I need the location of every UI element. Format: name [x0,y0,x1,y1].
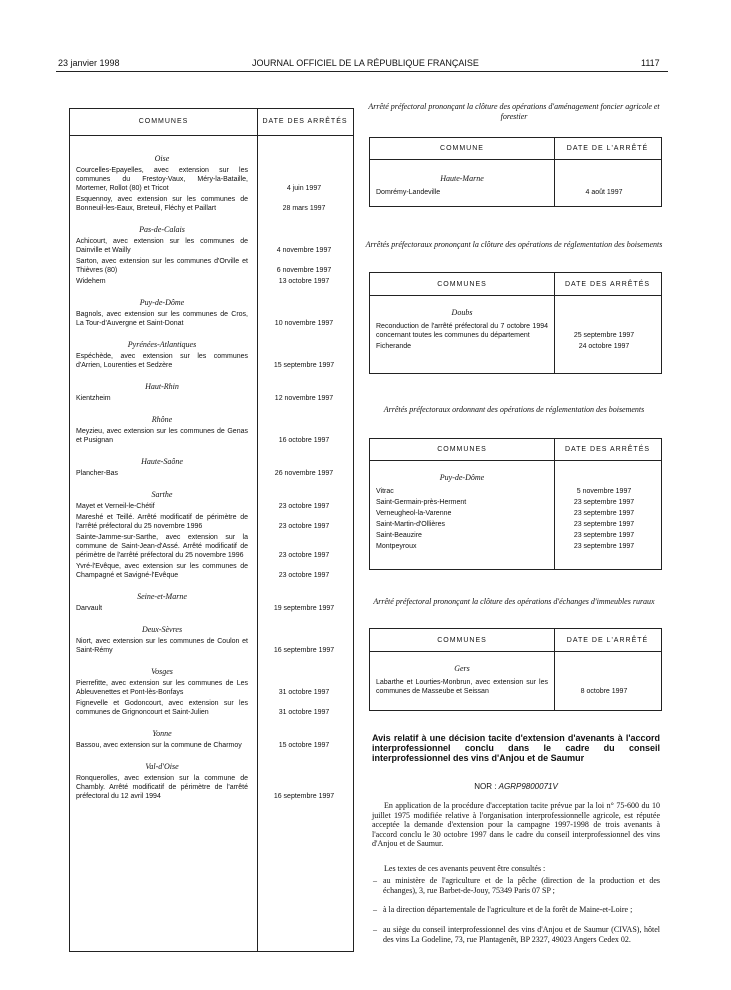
block2-body [376,308,660,353]
column-header-dates: DATE DES ARRÊTÉS [262,118,348,125]
commune-name: Widehem [76,278,106,285]
avis-title: Avis relatif à une décision tacite d'extension d'avenants à l'accord interprofessionnel conclu dans le cadre du conseil interprofessionnel des vins d'Anjou et de Saumur [372,733,660,763]
arrete-date: 31 octobre 1997 [278,689,330,696]
region-heading: Val-d'Oise [145,762,179,771]
commune-name: Bassou, avec extension sur la commune de Charmoy [76,742,242,749]
table-row [76,533,354,560]
commune-name: Espéchède, avec extension sur les communes d'Arrien, Lourenties et Sedzère [76,353,248,369]
arrete-date: 12 novembre 1997 [274,395,334,402]
arrete-date: 19 septembre 1997 [273,605,335,612]
table-row [76,637,354,655]
commune-name: Sarton, avec extension sur les communes d'Orville et Thièvres (80) [76,258,248,274]
arrete-date: 31 octobre 1997 [278,709,330,716]
block3-col1: COMMUNES [437,446,487,453]
region-group [76,490,354,580]
arrete-date: 26 novembre 1997 [274,470,334,477]
block1-caption: Arrêté préfectoral prononçant la clôture des opérations d'aménagement foncier agricole et forestier [368,102,660,121]
table-row [76,195,354,213]
block2-col1: COMMUNES [437,281,487,288]
table-row [76,166,354,193]
commune-name: Meyzieu, avec extension sur les communes de Genas et Pusignan [76,428,248,444]
region-heading: Haute-Saône [141,457,183,466]
commune-name: Esquennoy, avec extension sur les communes de Bonneuil-les-Eaux, Breteuil, Fléchy et Paillart [76,196,248,212]
table-row [76,741,354,750]
avis-list-item-text: à la direction départementale de l'agriculture et de la forêt de Maine-et-Loire ; [383,905,633,914]
table-row [376,342,660,351]
region-heading: Sarthe [151,490,173,499]
block3-col2: DATE DES ARRÊTÉS [564,446,651,453]
commune-name: Sainte-Jamme-sur-Sarthe, avec extension sur la commune de Saint-Jean-d'Assé. Arrêté modificatif de périmètre de l'arrêté préfectoral du 25 novembre 1996 [76,534,248,559]
commune-name: Saint-Germain-près-Herment [376,499,467,506]
arrete-date: 25 septembre 1997 [573,332,635,339]
table-row [76,257,354,275]
block3-caption: Arrêtés préfectoraux ordonnant des opérations de réglementation des boisements [383,405,645,414]
region-heading: Gers [454,664,470,673]
block1-col1: COMMUNE [440,145,484,152]
header-divider [370,651,661,652]
table-row [376,542,660,551]
table-row [76,502,354,511]
region-heading: Puy-de-Dôme [139,298,185,307]
commune-name: Saint-Beauzire [376,532,422,539]
arrete-date: 10 novembre 1997 [274,320,334,327]
arrete-date: 23 septembre 1997 [573,499,635,506]
arrete-date: 23 septembre 1997 [573,510,635,517]
avis-list-item: – à la direction départementale de l'agriculture et de la forêt de Maine-et-Loire ; [373,905,633,914]
arrete-date: 4 novembre 1997 [276,247,332,254]
avis-list-item-text: au siège du conseil interprofessionnel des vins d'Anjou et de Saumur (CIVAS), hôtel des vins La Godeline, 73, rue Plantagenêt, BP 2327, 49023 Angers Cedex 02. [383,925,660,944]
table-row [76,604,354,613]
avis-list-item: – au ministère de l'agriculture et de la pêche (direction de la production et des échanges), 3, rue Barbet-de-Jouy, 75349 Paris 07 SP ; [373,876,660,895]
table-row [76,310,354,328]
commune-name: Achicourt, avec extension sur les communes de Dainville et Wailly [76,238,248,254]
arrete-date: 24 octobre 1997 [578,343,630,350]
region-heading: Vosges [151,667,173,676]
arrete-date: 16 septembre 1997 [273,793,335,800]
arrete-date: 23 septembre 1997 [573,543,635,550]
region-group [76,225,354,286]
commune-name: Niort, avec extension sur les communes de Coulon et Saint-Rémy [76,638,248,654]
column-header-communes: COMMUNES [138,118,189,125]
table-row [376,322,660,340]
commune-name: Yvré-l'Evêque, avec extension sur les communes de Champagné et Savigné-l'Evêque [76,563,248,579]
commune-name: Ronquerolles, avec extension sur la commune de Chambly. Arrêté modificatif de périmètre de l'arrêté préfectoral du 12 avril 1994 [76,775,248,800]
arrete-date: 23 octobre 1997 [278,503,330,510]
region-group [76,382,354,403]
avis-paragraph-1: En application de la procédure d'acceptation tacite prévue par la loi n° 75-600 du 10 juillet 1975 modifiée relative à l'organisation interprofessionnelle agricole, est réputée acceptée la demande d'extension pour la campagne 1997-1998 de trois avenants à l'accord conclu le 30 octobre 1997 dans le cadre du conseil interprofessionnel des vins d'Anjou et de Saumur. [372,801,660,849]
region-group [76,592,354,613]
block4-col2: DATE DE L'ARRÊTÉ [566,637,649,644]
commune-name: Kientzheim [76,395,111,402]
table-row [76,562,354,580]
table-row [376,188,660,197]
region-heading: Rhône [151,415,173,424]
arrete-date: 15 septembre 1997 [273,362,335,369]
block2-col2: DATE DES ARRÊTÉS [564,281,651,288]
table-row [376,487,660,496]
region-heading: Pas-de-Calais [139,225,185,234]
arrete-date: 5 novembre 1997 [576,488,632,495]
block3-table [369,438,662,570]
table-row [76,699,354,717]
nor-code: AGRP9800071V [498,782,558,791]
arrete-date: 8 octobre 1997 [580,688,628,695]
commune-name: Saint-Martin-d'Ollières [376,521,446,528]
commune-name: Domrémy-Landeville [376,189,441,196]
region-heading: Oise [154,154,170,163]
region-group [76,154,354,213]
table-row [76,237,354,255]
region-group [76,762,354,801]
table-row [376,509,660,518]
avis-list-item-text: au ministère de l'agriculture et de la pêche (direction de la production et des échanges), 3, rue Barbet-de-Jouy, 75349 Paris 07 SP ; [383,876,660,895]
arrete-date: 28 mars 1997 [282,205,326,212]
header-divider [370,460,661,461]
header-divider [370,295,661,296]
communes-table-body [76,154,354,813]
header-divider [370,159,661,160]
table-row [76,513,354,531]
region-heading: Deux-Sèvres [141,625,183,634]
table-row [76,352,354,370]
block4-table [369,628,662,711]
region-heading: Haut-Rhin [145,382,179,391]
region-group [76,457,354,478]
block1-body [376,174,660,199]
avis-paragraph-2: Les textes de ces avenants peuvent être consultés : [384,864,546,873]
block4-body [376,664,660,698]
commune-name: Labarthe et Lourties-Monbrun, avec extension sur les communes de Masseube et Seissan [376,679,548,695]
arrete-date: 23 septembre 1997 [573,532,635,539]
block1-col2: DATE DE L'ARRÊTÉ [566,145,649,152]
table-row [376,531,660,540]
commune-name: Fignevelle et Godoncourt, avec extension sur les communes de Grignoncourt et Saint-Julien [76,700,248,716]
nor-label: NOR : [474,782,497,791]
commune-name: Mareshé et Teillé. Arrêté modificatif de périmètre de l'arrêté préfectoral du 25 novembre 1996 [76,514,248,530]
header-date: 23 janvier 1998 [58,58,120,68]
arrete-date: 23 octobre 1997 [278,572,330,579]
region-group [76,729,354,750]
region-heading: Pyrénées-Atlantiques [127,340,197,349]
commune-name: Mayet et Verneil-le-Chétif [76,503,155,510]
region-heading: Puy-de-Dôme [439,473,485,482]
arrete-date: 4 août 1997 [585,189,623,196]
arrete-date: 23 septembre 1997 [573,521,635,528]
arrete-date: 4 juin 1997 [286,185,322,192]
table-row [376,678,660,696]
block2-caption: Arrêtés préfectoraux prononçant la clôture des opérations de réglementation des boisements [365,240,663,249]
table-row [76,774,354,801]
table-row [376,520,660,529]
arrete-date: 15 octobre 1997 [278,742,330,749]
commune-name: Pierrefitte, avec extension sur les communes de Les Ableuvenettes et Pont-lès-Bonfays [76,680,248,696]
table-row [76,427,354,445]
table-row [76,394,354,403]
region-group [76,340,354,370]
table-row [76,679,354,697]
region-group [76,298,354,328]
block4-col1: COMMUNES [437,637,487,644]
arrete-date: 16 septembre 1997 [273,647,335,654]
commune-name: Courcelles-Epayelles, avec extension sur les communes du Frestoy-Vaux, Méry-la-Bataille, Mortemer, Rollot (80) et Tricot [76,167,248,192]
block3-body [376,473,660,553]
commune-name: Ficherande [376,343,412,350]
header-page-number: 1117 [641,58,660,68]
commune-name: Montpeyroux [376,543,417,550]
header-journal-title: JOURNAL OFFICIEL DE LA RÉPUBLIQUE FRANÇAISE [252,58,479,68]
region-heading: Haute-Marne [440,174,484,183]
block1-table [369,137,662,207]
arrete-date: 13 octobre 1997 [278,278,330,285]
nor-reference [372,782,660,791]
region-heading: Seine-et-Marne [137,592,187,601]
arrete-date: 23 octobre 1997 [278,523,330,530]
arrete-date: 23 octobre 1997 [278,552,330,559]
table-row [376,498,660,507]
communes-table [69,108,354,952]
region-heading: Yonne [152,729,172,738]
commune-name: Verneugheol-la-Varenne [376,510,452,517]
region-group [76,625,354,655]
region-group [76,667,354,717]
header-rule [56,71,668,72]
arrete-date: 16 octobre 1997 [278,437,330,444]
table-row [76,469,354,478]
header-divider [70,135,353,136]
region-group [76,415,354,445]
arrete-date: 6 novembre 1997 [276,267,332,274]
commune-name: Bagnols, avec extension sur les communes de Cros, La Tour-d'Auvergne et Saint-Donat [76,311,248,327]
commune-name: Darvault [76,605,103,612]
table-row [76,277,354,286]
commune-name: Vitrac [376,488,394,495]
region-heading: Doubs [451,308,473,317]
block4-caption: Arrêté préfectoral prononçant la clôture des opérations d'échanges d'immeubles ruraux [373,597,655,606]
avis-list-item: – au siège du conseil interprofessionnel des vins d'Anjou et de Saumur (CIVAS), hôtel des vins La Godeline, 73, rue Plantagenêt, BP 2327, 49023 Angers Cedex 02. [373,925,660,944]
block2-table [369,272,662,374]
commune-name: Reconduction de l'arrêté préfectoral du 7 octobre 1994 concernant toutes les communes du département [376,323,548,339]
commune-name: Plancher-Bas [76,470,119,477]
